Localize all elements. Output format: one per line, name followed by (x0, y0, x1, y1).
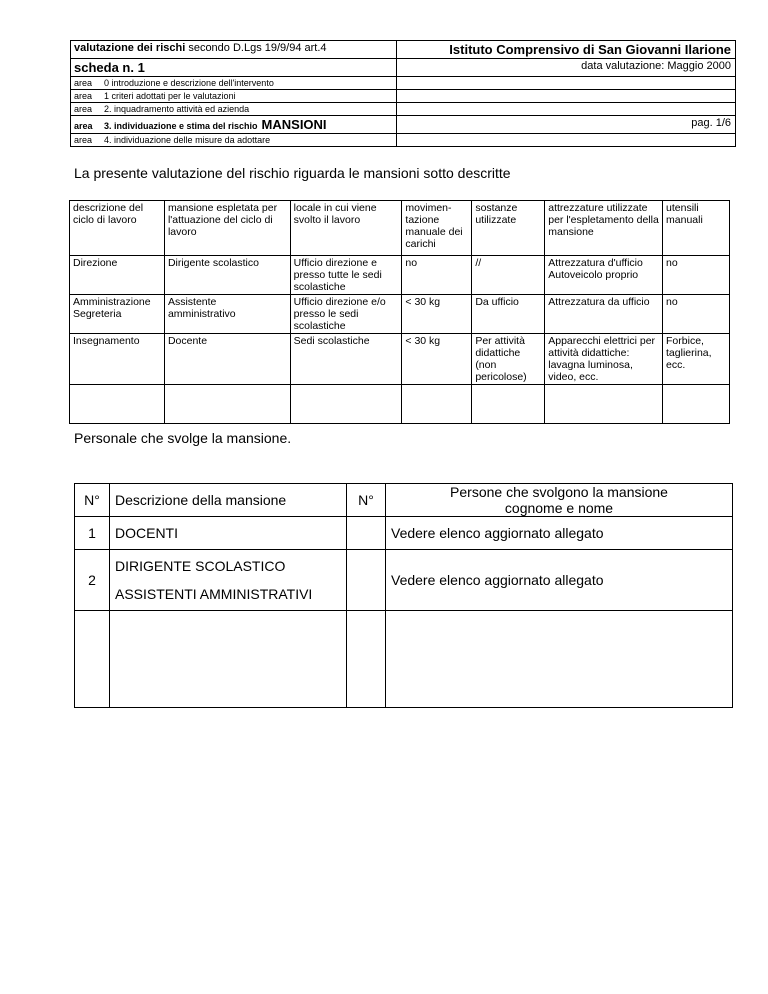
table-cell: < 30 kg (402, 334, 472, 385)
table-cell: Ufficio direzione e presso tutte le sedi scolastiche (290, 256, 402, 295)
table-row-empty (75, 611, 733, 708)
col-header: movimen-tazione manuale dei carichi (402, 201, 472, 256)
col-header: utensili manuali (663, 201, 730, 256)
staff-table (74, 483, 733, 708)
evaluation-date: data valutazione: Maggio 2000 (581, 60, 731, 72)
area-4-label: 4. individuazione delle misure da adottare (104, 135, 271, 145)
col-header: descrizione del ciclo di lavoro (70, 201, 165, 256)
area-key: area (74, 135, 93, 145)
table-cell: Da ufficio (472, 295, 545, 334)
row-number: 2 (75, 550, 110, 611)
header-row-area2 (71, 103, 735, 116)
header-title-bold: valutazione dei rischi (74, 42, 186, 54)
area-2-label: 2. inquadramento attività ed azienda (104, 104, 250, 114)
area-0-label: 0 introduzione e descrizione dell'intervento (104, 78, 274, 88)
table-cell: Docente (164, 334, 290, 385)
area-key: area (74, 121, 93, 131)
table-cell: Forbice, taglierina, ecc. (663, 334, 730, 385)
table-cell: Sedi scolastiche (290, 334, 402, 385)
table-row-empty (70, 385, 730, 424)
area-key: area (74, 104, 93, 114)
sheet-number: scheda n. 1 (71, 59, 397, 76)
header-row-area1 (71, 90, 735, 103)
header-row-area0 (71, 77, 735, 90)
area-key: area (74, 78, 93, 88)
table-cell: no (402, 256, 472, 295)
header-title (71, 41, 397, 58)
header-row-sheet (71, 59, 735, 77)
staff-title: Personale che svolge la mansione. (74, 430, 292, 446)
row-number: 1 (75, 517, 110, 550)
table-cell: < 30 kg (402, 295, 472, 334)
col-header: sostanze utilizzate (472, 201, 545, 256)
col-header: mansione espletata per l'attuazione del ciclo di lavoro (164, 201, 290, 256)
header-row-title (71, 41, 735, 59)
table-cell: no (663, 295, 730, 334)
tasks-table (69, 200, 730, 424)
header-title-rest: secondo D.Lgs 19/9/94 art.4 (185, 42, 327, 54)
table-cell: Dirigente scolastico (164, 256, 290, 295)
col-header-number-2: N° (347, 484, 386, 517)
table-cell: Attrezzatura d'ufficio Autoveicolo proprio (545, 256, 663, 295)
staff-header-row (75, 484, 733, 517)
col-header: locale in cui viene svolto il lavoro (290, 201, 402, 256)
table-row (70, 334, 730, 385)
tasks-header-row (70, 201, 730, 256)
table-row (70, 256, 730, 295)
table-row (75, 550, 733, 611)
col-header: attrezzature utilizzate per l'espletamento della mansione (545, 201, 663, 256)
table-cell: Attrezzatura da ufficio (545, 295, 663, 334)
table-cell: Per attività didattiche (non pericolose) (472, 334, 545, 385)
institute-name: Istituto Comprensivo di San Giovanni Ilarione (449, 42, 731, 57)
table-cell: Insegnamento (70, 334, 165, 385)
area-key: area (74, 91, 93, 101)
row-description (110, 550, 347, 611)
table-cell: Direzione (70, 256, 165, 295)
header-row-area4 (71, 134, 735, 146)
document-header (70, 40, 736, 147)
intro-text: La presente valutazione del rischio riguarda le mansioni sotto descritte (74, 165, 511, 181)
table-cell: Ufficio direzione e/o presso le sedi scolastiche (290, 295, 402, 334)
row-people: Vedere elenco aggiornato allegato (386, 517, 733, 550)
row-people: Vedere elenco aggiornato allegato (386, 550, 733, 611)
row-description: DOCENTI (110, 517, 347, 550)
col-header-people: Persone che svolgono la mansione cognome e nome (386, 484, 733, 517)
table-cell: // (472, 256, 545, 295)
area-3-label: 3. individuazione e stima del rischio (104, 121, 258, 131)
header-row-area3 (71, 116, 735, 134)
col-header-number: N° (75, 484, 110, 517)
table-row (75, 517, 733, 550)
area-3-section: MANSIONI (261, 117, 327, 132)
table-cell: no (663, 256, 730, 295)
col-header-description: Descrizione della mansione (110, 484, 347, 517)
row-description-line: ASSISTENTI AMMINISTRATIVI (115, 586, 313, 602)
table-cell: Assistente amministrativo (164, 295, 290, 334)
area-1-label: 1 criteri adottati per le valutazioni (104, 91, 236, 101)
table-cell: Apparecchi elettrici per attività didattiche: lavagna luminosa, video, ecc. (545, 334, 663, 385)
row-description-line: DIRIGENTE SCOLASTICO (115, 558, 286, 574)
table-row (70, 295, 730, 334)
table-cell: Amministrazione Segreteria (70, 295, 165, 334)
page-number: pag. 1/6 (691, 117, 731, 129)
